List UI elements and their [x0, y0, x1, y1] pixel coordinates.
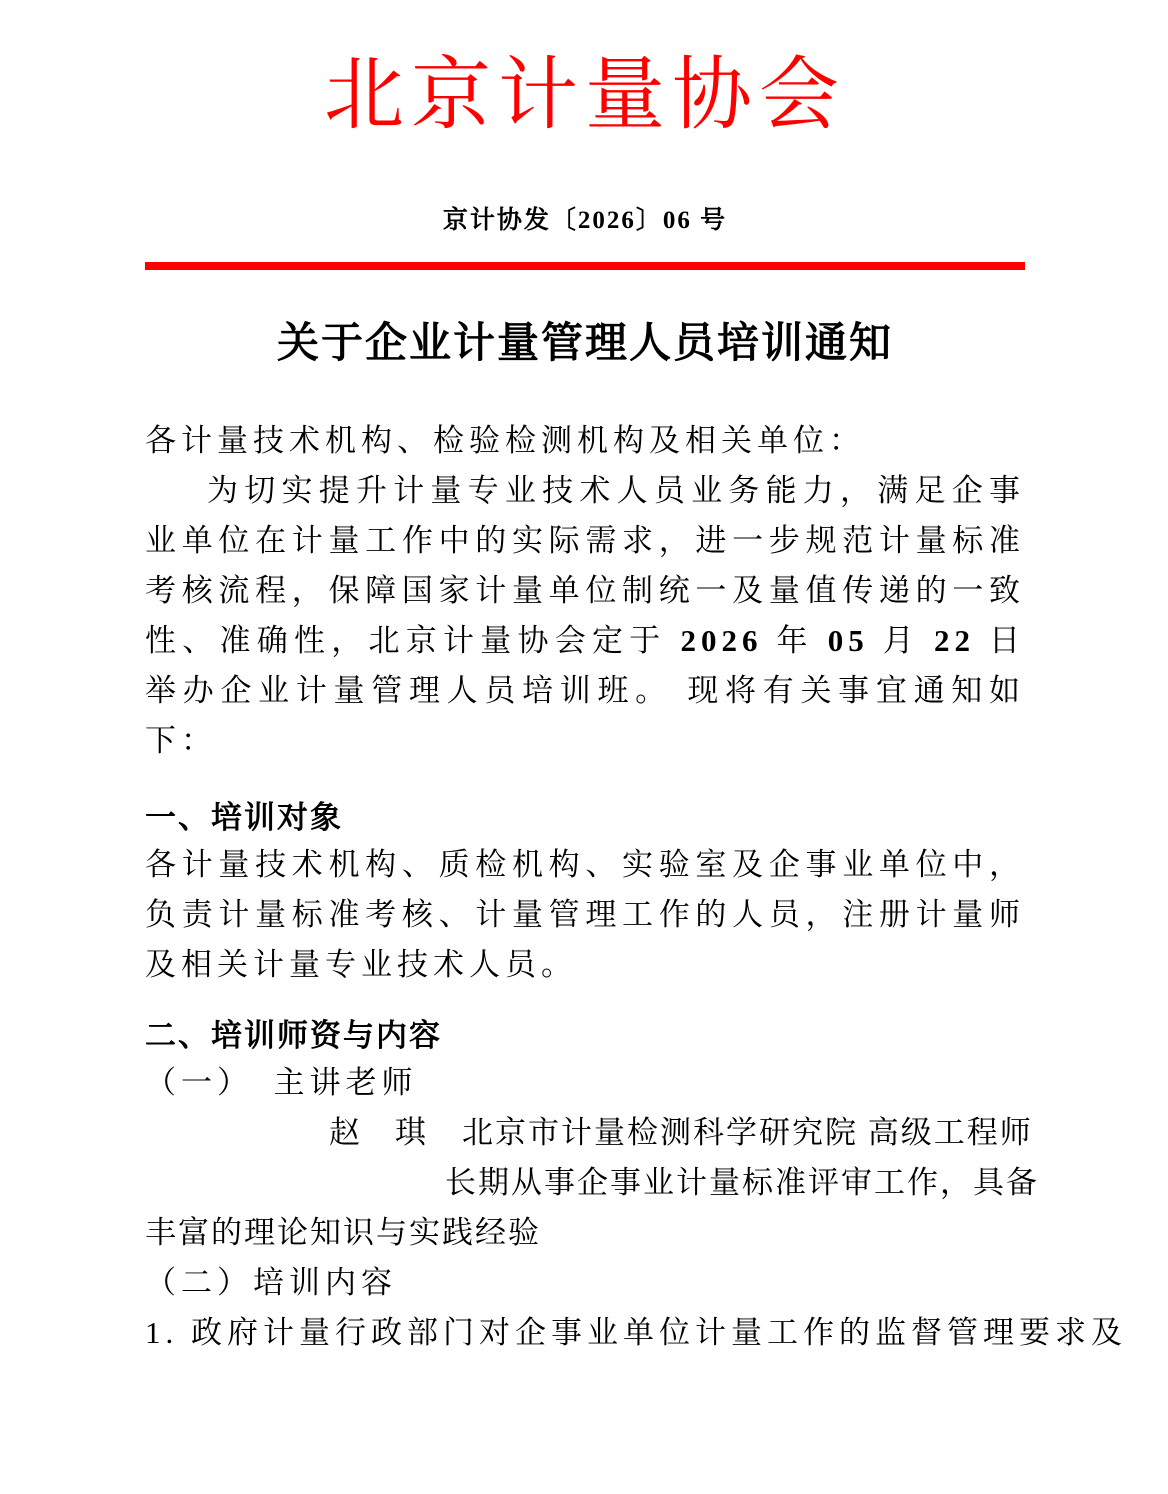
teacher-name-line — [145, 1108, 1033, 1158]
intro-text-2: 日举办企业计量管理人员培训班。 现将有关事宜通知如下： — [145, 623, 1025, 758]
notice-title: 关于企业计量管理人员培训通知 — [276, 321, 893, 367]
training-month: 05 — [827, 623, 869, 658]
intro-sep-year: 年 — [762, 623, 828, 658]
training-year: 2026 — [680, 623, 763, 658]
letterhead-org-title: 北京计量协会 — [324, 52, 846, 140]
letterhead-red-divider — [145, 262, 1025, 270]
teacher-description-line-1: 长期从事企事业计量标准评审工作，具备 — [445, 1165, 1039, 1200]
notice-body — [145, 416, 1127, 1358]
teacher-affiliation: 北京市计量检测科学研究院 高级工程师 — [462, 1115, 1033, 1150]
section-1-paragraph: 各计量技术机构、质检机构、实验室及企事业单位中，负责计量标准考核、计量管理工作的人员，注册计量师及相关计量专业技术人员。 — [145, 847, 1025, 982]
section-2-heading: 二、培训师资与内容 — [145, 1018, 442, 1053]
intro-paragraph — [145, 466, 1025, 766]
salutation-line: 各计量技术机构、检验检测机构及相关单位： — [145, 423, 865, 458]
intro-text-1: 为切实提升计量专业技术人员业务能力，满足企事业单位在计量工作中的实际需求，进一步规范计量标准考核流程，保障国家计量单位制统一及量值传递的一致性、准确性，北京计量协会定于 — [145, 473, 1025, 658]
intro-sep-month: 月 — [868, 623, 934, 658]
teacher-name: 赵 琪 — [329, 1115, 428, 1150]
subsection-1-heading: （一） 主讲老师 — [145, 1065, 418, 1100]
teacher-description-line-2: 丰富的理论知识与实践经验 — [145, 1215, 541, 1250]
training-content-item-1: 1. 政府计量行政部门对企事业单位计量工作的监督管理要求及 — [145, 1315, 1127, 1350]
teacher-info-block — [145, 1108, 1039, 1258]
subsection-2-heading: （二）培训内容 — [145, 1265, 397, 1300]
section-1-heading: 一、培训对象 — [145, 800, 343, 835]
training-day: 22 — [934, 623, 975, 658]
doc-reference-number: 京计协发〔2026〕06 号 — [442, 207, 728, 234]
